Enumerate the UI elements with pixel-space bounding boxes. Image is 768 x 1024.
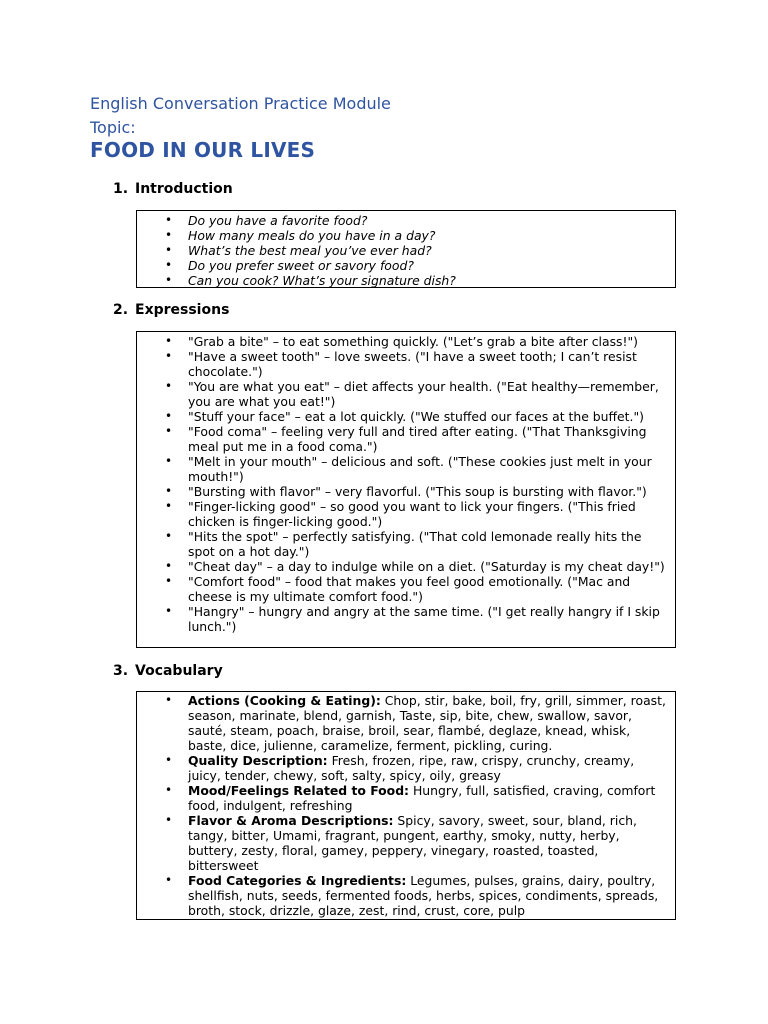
bullet-icon: •	[165, 529, 173, 543]
list-item: • "Grab a bite" – to eat something quickly. ("Let’s grab a bite after class!")	[165, 334, 639, 349]
list-item	[137, 873, 667, 918]
bullet-icon: •	[165, 753, 173, 767]
bullet-icon: •	[165, 349, 173, 363]
list-item: • How many meals do you have in a day?	[165, 228, 436, 243]
list-item: • "Stuff your face" – eat a lot quickly. ("We stuffed our faces at the buffet.")	[165, 409, 644, 424]
vocabulary-box	[136, 691, 676, 920]
section-number: 2.	[113, 302, 129, 318]
list-item: • "You are what you eat" – diet affects your health. ("Eat healthy—remember, you are what you eat!")	[165, 379, 659, 409]
section-title: Vocabulary	[135, 663, 223, 679]
list-item	[137, 783, 667, 813]
bullet-icon: •	[165, 213, 173, 227]
bullet-icon: •	[165, 484, 173, 498]
vocab-term: Food Categories & Ingredients:	[188, 873, 407, 888]
list-item: • Can you cook? What’s your signature dish?	[165, 273, 456, 288]
bullet-icon: •	[165, 409, 173, 423]
expressions-box	[136, 331, 676, 648]
bullet-icon: •	[165, 243, 173, 257]
list-item: • "Finger-licking good" – so good you want to lick your fingers. ("This fried chicken is finger-licking good.")	[165, 499, 636, 529]
section-title: Introduction	[135, 181, 233, 197]
section-heading-vocabulary	[113, 663, 223, 679]
bullet-icon: •	[165, 559, 173, 573]
list-item: • "Food coma" – feeling very full and tired after eating. ("That Thanksgiving meal put me in a food coma.")	[165, 424, 647, 454]
vocab-words: Hungry, full, satisfied, craving, comfort food, indulgent, refreshing	[188, 783, 656, 813]
bullet-icon: •	[165, 228, 173, 242]
vocab-term: Flavor & Aroma Descriptions:	[188, 813, 394, 828]
list-item	[137, 753, 667, 783]
bullet-icon: •	[165, 334, 173, 348]
module-title: English Conversation Practice Module	[90, 94, 391, 113]
introduction-box	[136, 210, 676, 288]
vocab-words: Spicy, savory, sweet, sour, bland, rich, tangy, bitter, Umami, fragrant, pungent, earthy, smoky, nutty, herby, buttery, zesty, floral, gamey, peppery, vinegary, roasted, toasted, bittersweet	[188, 813, 637, 873]
vocab-term: Actions (Cooking & Eating):	[188, 693, 381, 708]
list-item: • Do you have a favorite food?	[165, 213, 368, 228]
vocab-words: Fresh, frozen, ripe, raw, crispy, crunchy, creamy, juicy, tender, chewy, soft, salty, spicy, oily, greasy	[188, 753, 635, 783]
bullet-icon: •	[165, 783, 173, 797]
section-heading-expressions	[113, 302, 229, 318]
page-title: FOOD IN OUR LIVES	[90, 138, 316, 162]
list-item: • Do you prefer sweet or savory food?	[165, 258, 414, 273]
list-item: • "Melt in your mouth" – delicious and soft. ("These cookies just melt in your mouth!")	[165, 454, 652, 484]
bullet-icon: •	[165, 873, 173, 887]
list-item: • What’s the best meal you’ve ever had?	[165, 243, 432, 258]
list-item: • "Hangry" – hungry and angry at the same time. ("I get really hangry if I skip lunch.")	[165, 604, 660, 634]
section-number: 3.	[113, 663, 129, 679]
bullet-icon: •	[165, 454, 173, 468]
list-item: • "Cheat day" – a day to indulge while on a diet. ("Saturday is my cheat day!")	[165, 559, 665, 574]
bullet-icon: •	[165, 258, 173, 272]
topic-label: Topic:	[90, 118, 136, 137]
list-item: • "Bursting with flavor" – very flavorful. ("This soup is bursting with flavor.")	[165, 484, 647, 499]
list-item: • "Comfort food" – food that makes you feel good emotionally. ("Mac and cheese is my ultimate comfort food.")	[165, 574, 631, 604]
section-number: 1.	[113, 181, 129, 197]
bullet-icon: •	[165, 604, 173, 618]
section-title: Expressions	[135, 302, 230, 318]
vocab-term: Mood/Feelings Related to Food:	[188, 783, 410, 798]
vocab-term: Quality Description:	[188, 753, 328, 768]
section-heading-introduction	[113, 181, 233, 197]
list-item: • "Have a sweet tooth" – love sweets. ("I have a sweet tooth; I can’t resist chocolate.")	[165, 349, 637, 379]
list-item	[137, 813, 667, 873]
bullet-icon: •	[165, 273, 173, 287]
vocab-words: Legumes, pulses, grains, dairy, poultry, shellfish, nuts, seeds, fermented foods, herbs, spices, condiments, spreads, broth, stock, drizzle, glaze, zest, rind, crust, core, pulp	[188, 873, 659, 918]
bullet-icon: •	[165, 574, 173, 588]
bullet-icon: •	[165, 499, 173, 513]
list-item	[137, 693, 667, 753]
bullet-icon: •	[165, 424, 173, 438]
bullet-icon: •	[165, 693, 173, 707]
vocab-words: Chop, stir, bake, boil, fry, grill, simmer, roast, season, marinate, blend, garnish, Taste, sip, bite, chew, swallow, savor, sauté, steam, poach, braise, broil, sear, flambé, deglaze, knead, whisk, baste, dice, julienne, caramelize, ferment, pickling, curing.	[188, 693, 666, 753]
bullet-icon: •	[165, 379, 173, 393]
list-item: • "Hits the spot" – perfectly satisfying. ("That cold lemonade really hits the spot on a hot day.")	[165, 529, 642, 559]
bullet-icon: •	[165, 813, 173, 827]
